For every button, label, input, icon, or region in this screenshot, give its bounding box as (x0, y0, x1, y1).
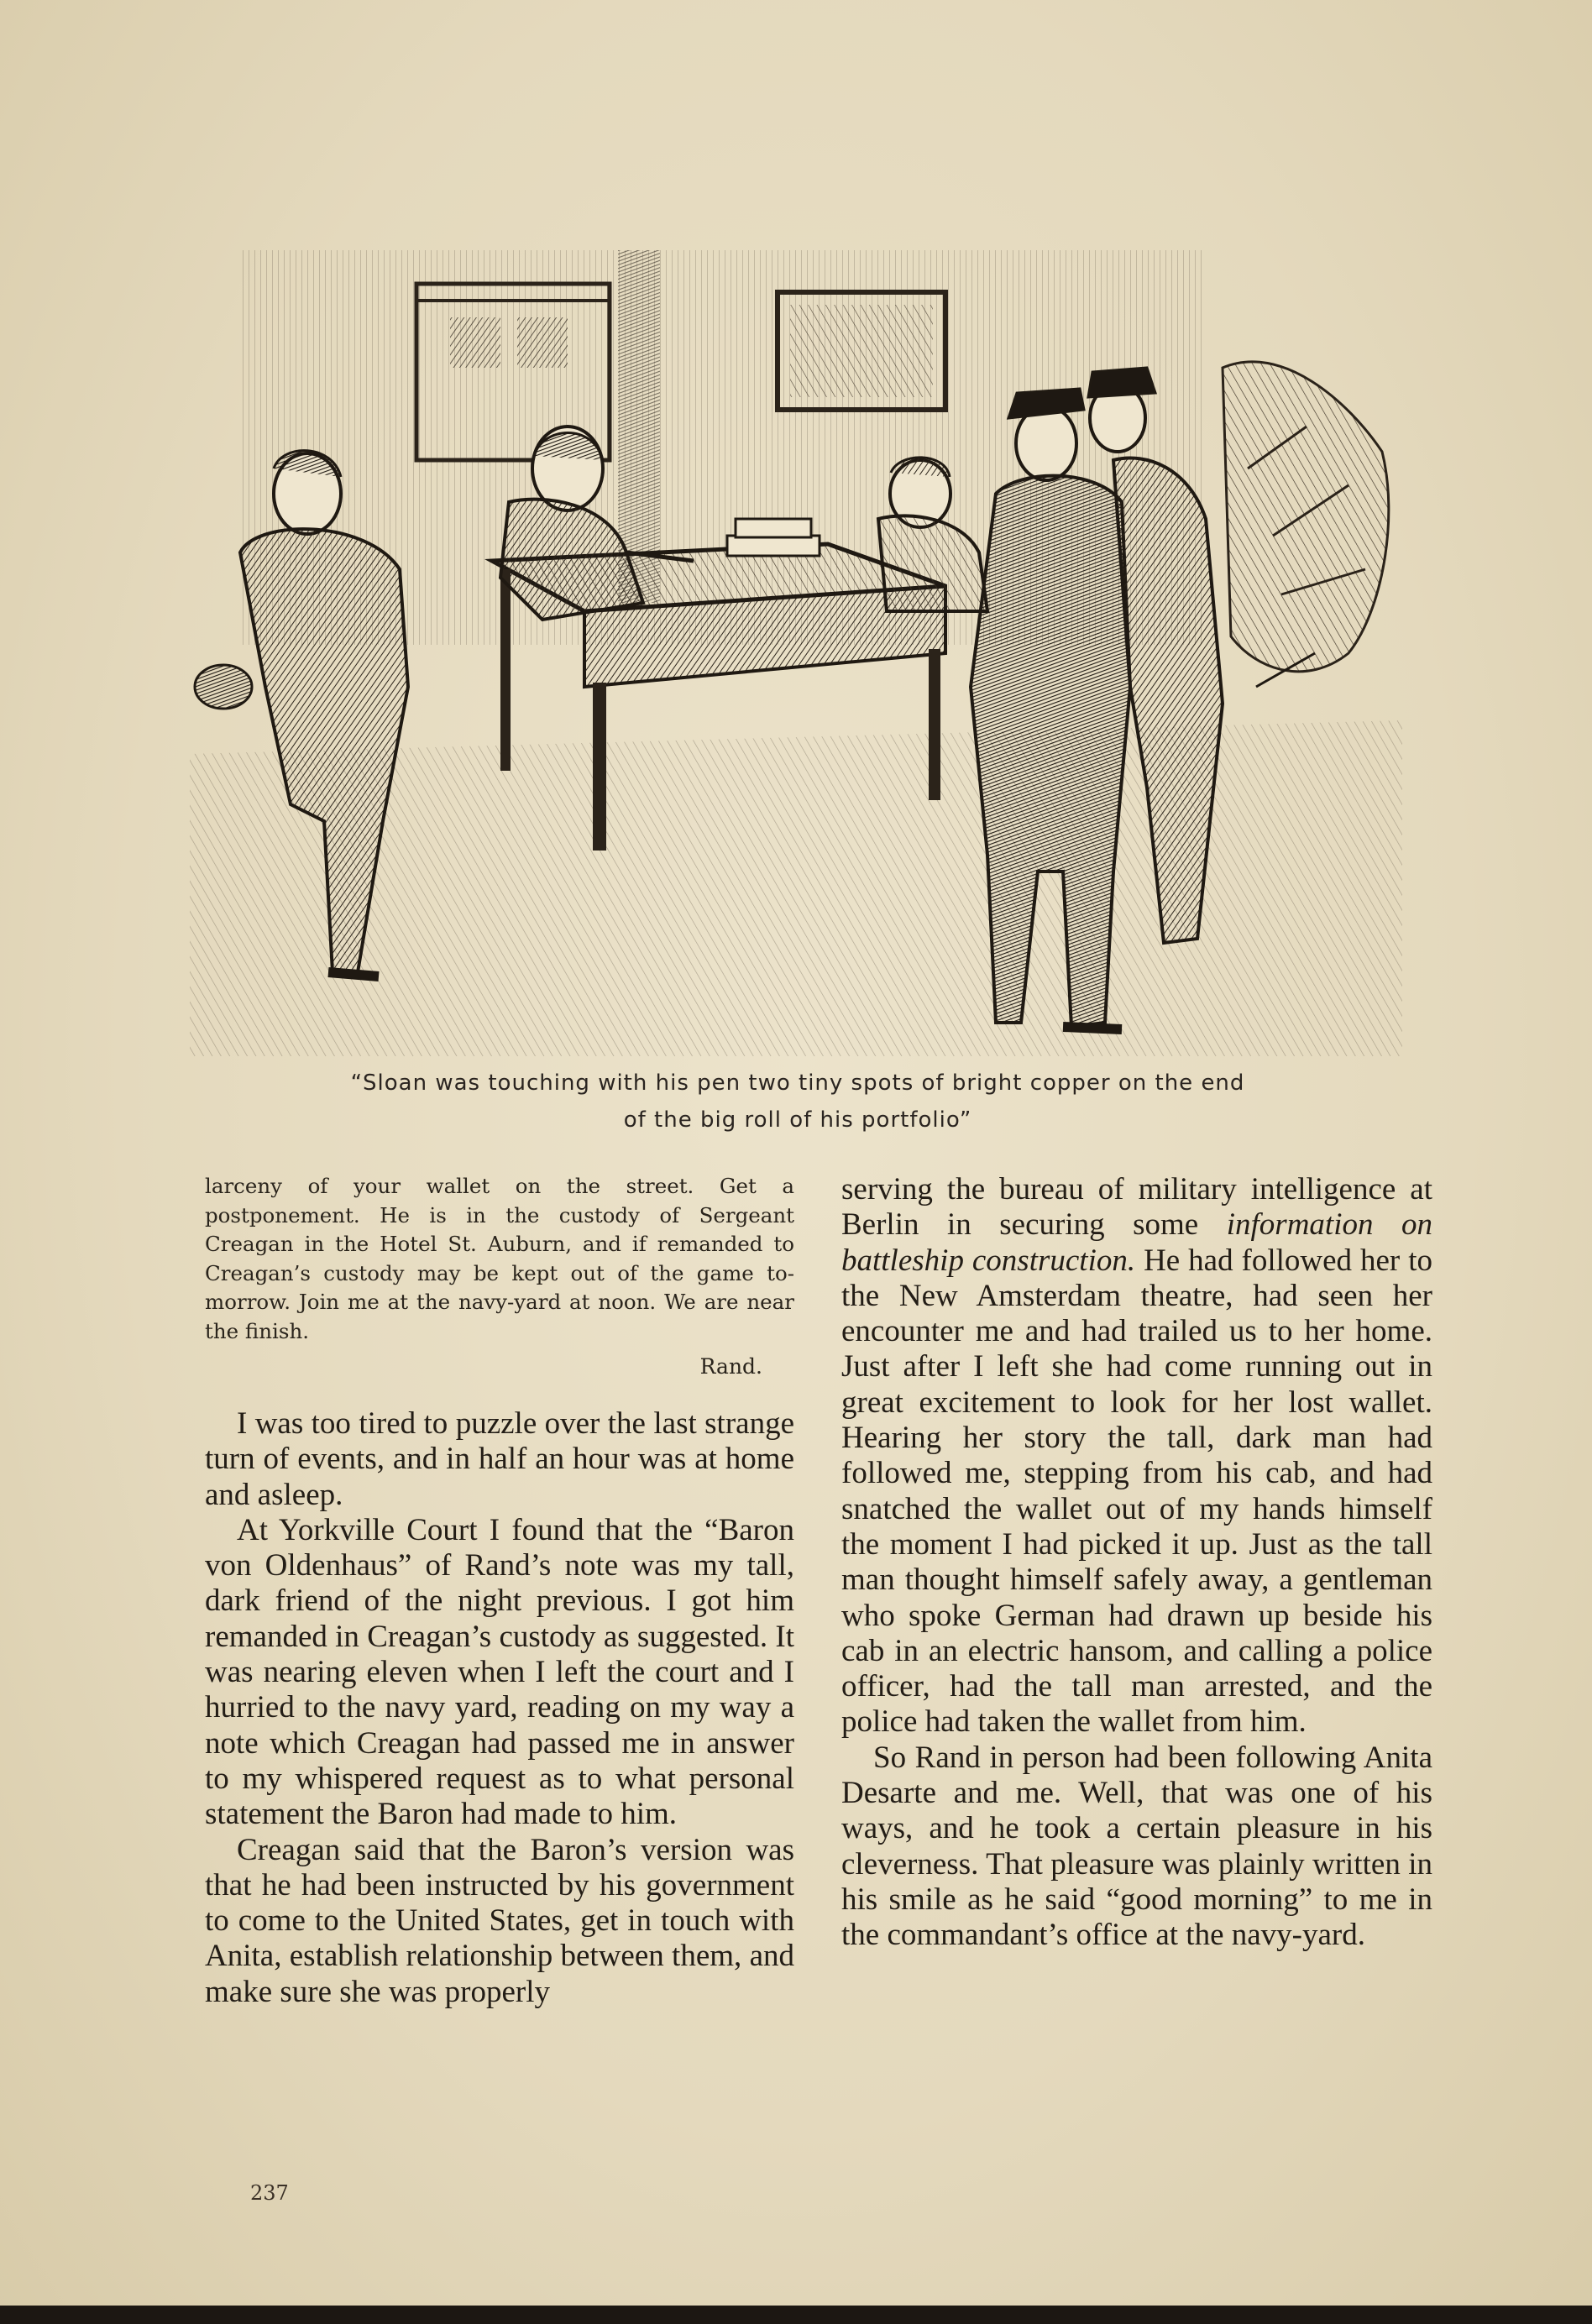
note-signature: Rand. (699, 1354, 762, 1379)
right-column (841, 1172, 1432, 1954)
paragraph-continued (841, 1172, 1432, 1740)
office-scene-illustration (190, 217, 1402, 1056)
scan-edge (0, 2306, 1592, 2324)
paragraph-text: serving the bureau of military intelligence at Berlin in securing some (841, 1172, 1432, 1243)
paragraph: I was too tired to puzzle over the last strange turn of events, and in half an hour was at home and asleep. (205, 1406, 794, 1512)
quoted-note: larceny of your wallet on the street. Get a postponement. He is in the custody of Sergeant Creagan in the Hotel St. Auburn, and if remanded to Creagan’s custody may be kept out of the game to-morrow. Join me at the navy-yard at noon. We are near the finish. (205, 1174, 794, 1343)
caption-line-2: of the big roll of his portfolio” (623, 1107, 972, 1133)
illustration-drawing (190, 217, 1402, 1056)
page-number: 237 (250, 2181, 289, 2205)
caption-line-1: “Sloan was touching with his pen two tiny spots of bright copper on the end (350, 1070, 1245, 1096)
paragraph: Creagan said that the Baron’s version was that he had been instructed by his government to come to the United States, get in touch with Anita, establish relationship between them, and make sure she was properly (205, 1832, 794, 2009)
paragraph: So Rand in person had been following Anita Desarte and me. Well, that was one of his ways, and he took a certain pleasure in his cleverness. That pleasure was plainly written in his smile as he said “good morning” to me in the commandant’s office at the navy-yard. (841, 1740, 1432, 1953)
left-column (205, 1172, 794, 2010)
paragraph: At Yorkville Court I found that the “Baron von Oldenhaus” of Rand’s note was my tall, dark friend of the night previous. I got him remanded in Creagan’s custody as suggested. It was nearing eleven when I left the court and I hurried to the navy yard, reading on my way a note which Creagan had passed me in answer to my whispered request as to what personal statement the Baron had made to him. (205, 1512, 794, 1832)
paragraph-text: He had followed her to the New Amsterdam theatre, had seen her encounter me and had trailed us to her home. Just after I left she had come running out in great excitement to look for her lost wallet. Hearing her story the tall, dark man had followed me, stepping from his cab, and had snatched the wallet out of my hands himself the moment I had picked it up. Just as the tall man thought himself safely away, a gentleman who spoke German had drawn up beside his cab in an electric hansom, and calling a police officer, had the tall man arrested, and the police had taken the wallet from him. (841, 1243, 1432, 1740)
show-through-running-header (1075, 141, 1089, 175)
italic-phrase: information on battleship construction. (841, 1207, 1432, 1278)
illustration-caption (210, 1065, 1385, 1138)
